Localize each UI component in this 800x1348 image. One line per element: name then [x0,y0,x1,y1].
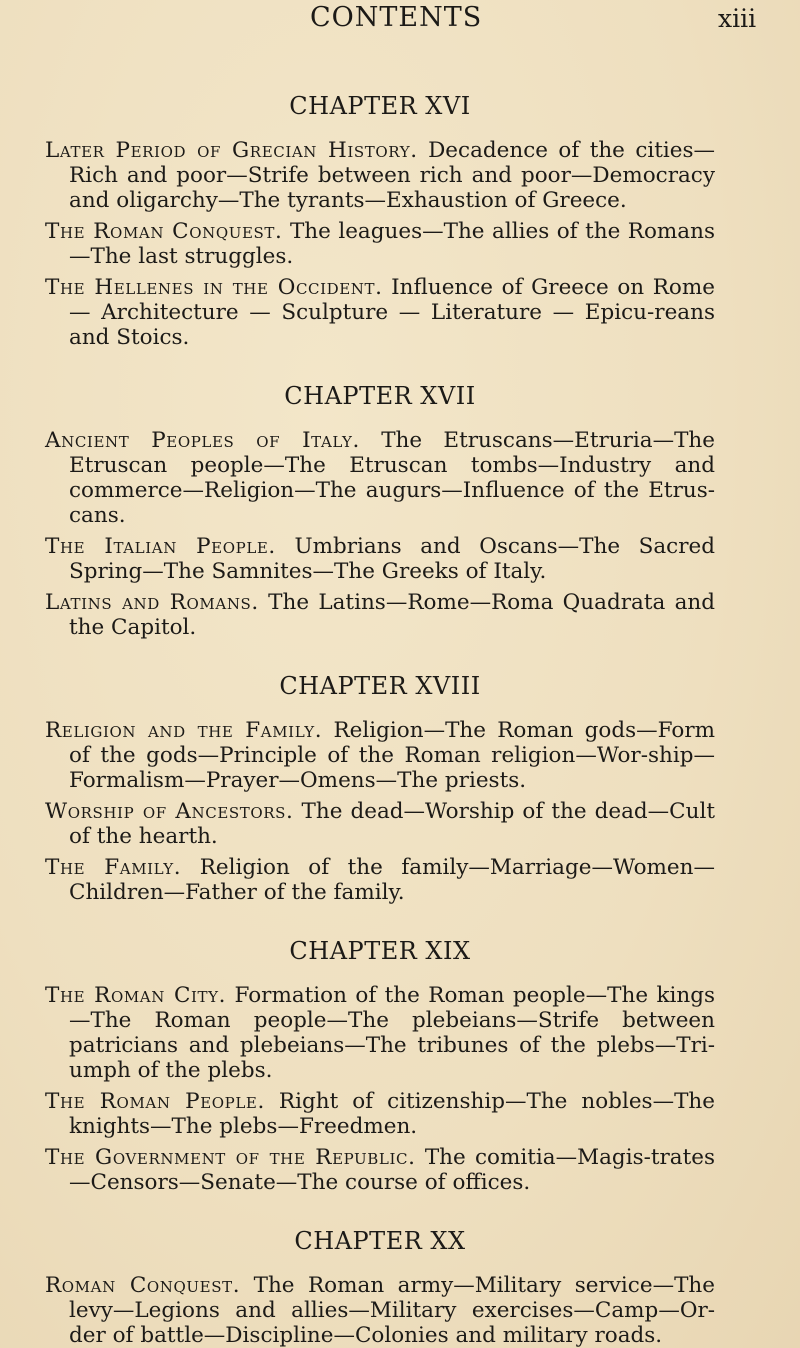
entry-text: Umbrians and Oscans—The Sacred Spring—The Samnites—The Greeks of Italy. [69,534,715,584]
contents-entry [45,1089,715,1139]
contents-entry [45,718,715,793]
contents-entry [45,1145,715,1195]
entry-text: The Latins—Rome—Roma Quadrata and the Capitol. [69,590,715,640]
chapter-heading: CHAPTER XVIII [279,672,481,700]
chapter-heading: CHAPTER XVI [289,92,471,120]
chapter-heading: CHAPTER XVII [284,382,476,410]
entry-title: Worship of Ancestors. [45,799,294,824]
entry-title: Ancient Peoples of Italy. [45,428,360,453]
entry-text: The Etruscans—Etruria—The Etruscan people—The Etruscan tombs—Industry and commerce—Religion—The augurs—Influence of the Etrus-cans. [69,428,715,528]
entry-title: The Family. [45,855,182,880]
entry-text: Religion—The Roman gods—Form of the gods—Principle of the Roman religion—Wor-ship—Formalism—Prayer—Omens—The priests. [69,718,715,793]
entry-text: Decadence of the cities—Rich and poor—Strife between rich and poor—Democracy and oligarchy—The tyrants—Exhaustion of Greece. [69,138,716,213]
entry-text: The Roman army—Military service—The levy—Legions and allies—Military exercises—Camp—Or-der of battle—Discipline—Colonies and military roads. [69,1273,715,1348]
contents-entry [45,275,715,350]
contents-entry [45,138,715,213]
contents-entry [45,428,715,528]
page-number: xiii [718,4,757,33]
chapter-xx [45,1227,715,1348]
entry-title: Roman Conquest. [45,1273,241,1298]
contents-entry [45,1273,715,1348]
entry-title: The Government of the Republic. [45,1145,416,1170]
running-title: CONTENTS [310,2,483,33]
chapter-heading: CHAPTER XIX [289,937,471,965]
entry-title: The Roman Conquest. [45,219,283,244]
chapter-heading: CHAPTER XX [294,1227,466,1255]
entry-title: The Italian People. [45,534,276,559]
entry-text: Formation of the Roman people—The kings—The Roman people—The plebeians—Strife between patricians and plebeians—The tribunes of the plebs—Tri-umph of the plebs. [69,983,715,1083]
contents-entry [45,799,715,849]
contents-entry [45,219,715,269]
entry-title: The Roman City. [45,983,227,1008]
chapter-xvi [45,92,715,350]
entry-title: The Hellenes in the Occident. [45,275,383,300]
entry-text: The leagues—The allies of the Romans—The last struggles. [69,219,716,269]
contents-entry [45,983,715,1083]
entry-text: Influence of Greece on Rome — Architecture — Sculpture — Literature — Epicu-reans and Stoics. [69,275,715,350]
entry-text: Religion of the family—Marriage—Women—Children—Father of the family. [69,855,715,905]
entry-title: Latins and Romans. [45,590,259,615]
chapter-xix [45,937,715,1195]
contents-entry [45,590,715,640]
entry-text: Right of citizenship—The nobles—The knights—The plebs—Freedmen. [69,1089,715,1139]
contents-entry [45,855,715,905]
chapter-xviii [45,672,715,905]
entry-title: Later Period of Grecian History. [45,138,418,163]
entry-title: The Roman People. [45,1089,265,1114]
chapter-xvii [45,382,715,640]
contents-entry [45,534,715,584]
entry-text: The dead—Worship of the dead—Cult of the hearth. [69,799,715,849]
entry-text: The comitia—Magis-trates—Censors—Senate—The course of offices. [69,1145,716,1195]
entry-title: Religion and the Family. [45,718,323,743]
page-header [45,0,757,60]
